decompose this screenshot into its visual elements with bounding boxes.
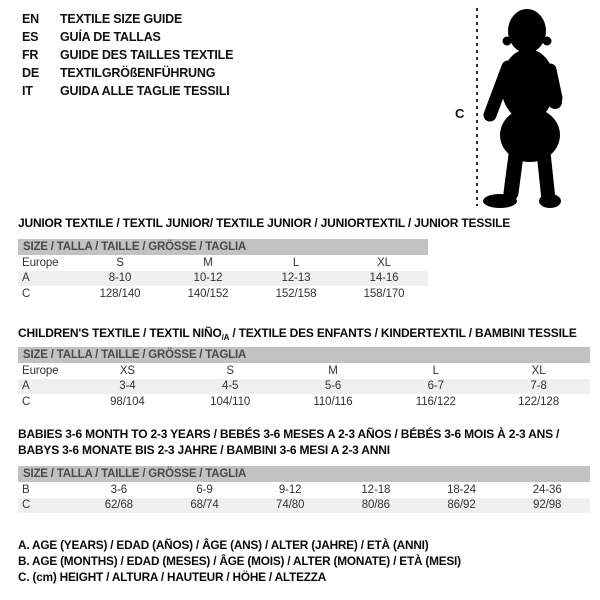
size-cell: 68/74 — [190, 499, 219, 512]
size-header-bar: SIZE / TALLA / TAILLE / GRÖSSE / TAGLIA — [18, 239, 428, 255]
table-row — [18, 394, 590, 410]
legend-line-age-years: A. AGE (YEARS) / EDAD (AÑOS) / ÂGE (ANS) / ALTER (JAHRE) / ETÀ (ANNI) — [18, 538, 429, 552]
size-cell: XS — [119, 364, 135, 377]
table-title-text: CHILDREN'S TEXTILE / TEXTIL NIÑO — [18, 326, 222, 340]
row-label: B — [22, 483, 30, 496]
language-title-block — [22, 10, 233, 100]
size-cell: 104/110 — [210, 395, 251, 408]
size-cell: 110/116 — [313, 395, 353, 408]
language-title: GUIDA ALLE TAGLIE TESSILI — [60, 84, 230, 98]
row-label: C — [22, 499, 31, 512]
size-cell: L — [292, 256, 300, 269]
row-label: A — [22, 380, 30, 393]
table-row — [18, 255, 428, 271]
table-title-text: /A — [221, 333, 230, 342]
size-cell: XL — [377, 256, 391, 269]
table-title-line — [18, 325, 577, 346]
size-cell: S — [226, 364, 234, 377]
size-cell: 122/128 — [518, 395, 560, 408]
measure-legend — [18, 537, 461, 586]
size-cell: 4-5 — [222, 380, 239, 393]
size-cell: 116/122 — [415, 395, 456, 408]
baby-silhouette-image — [478, 5, 578, 210]
size-cell: 3-6 — [110, 483, 127, 496]
language-code: EN — [22, 12, 39, 26]
size-cell: 86/92 — [447, 499, 476, 512]
row-label: C — [22, 395, 31, 408]
size-cell: 152/158 — [275, 287, 317, 300]
language-code: FR — [22, 48, 39, 62]
size-cell: 158/170 — [363, 287, 405, 300]
size-cell: 74/80 — [276, 499, 305, 512]
table-title-text: JUNIOR TEXTILE / TEXTIL JUNIOR/ TEXTILE JUNIOR / JUNIORTEXTIL / JUNIOR TESSILE — [18, 216, 511, 230]
size-cell: 98/104 — [110, 395, 145, 408]
size-cell: 62/68 — [104, 499, 133, 512]
size-cell: S — [116, 256, 124, 269]
language-row — [22, 82, 233, 100]
table-row — [18, 379, 590, 395]
size-cell: 128/140 — [99, 287, 141, 300]
size-cell: 5-6 — [324, 380, 342, 393]
babies-size-table — [18, 466, 590, 513]
size-cell: L — [432, 364, 439, 377]
language-row — [22, 64, 233, 82]
size-cell: 6-7 — [427, 380, 444, 393]
size-header-bar: SIZE / TALLA / TAILLE / GRÖSSE / TAGLIA — [18, 466, 590, 482]
size-cell: 8-10 — [108, 272, 132, 285]
size-cell: 80/86 — [361, 499, 390, 512]
size-cell: 92/98 — [533, 499, 562, 512]
table-title-text: / TEXTILE DES ENFANTS / KINDERTEXTIL / BAMBINI TESSILE — [229, 326, 577, 340]
table-row — [18, 286, 428, 302]
children-table-title — [18, 325, 577, 346]
row-label: A — [22, 272, 30, 285]
legend-line-height: C. (cm) HEIGHT / ALTURA / HAUTEUR / HÖHE / ALTEZZA — [18, 570, 327, 585]
language-code: IT — [22, 84, 33, 98]
table-title-line — [18, 426, 559, 442]
size-cell: 12-13 — [281, 272, 311, 285]
language-title: GUIDE DES TAILLES TEXTILE — [60, 48, 234, 62]
height-measure-label: C — [455, 106, 465, 121]
size-cell: 6-9 — [196, 483, 213, 496]
size-cell: M — [203, 256, 213, 269]
size-cell: 14-16 — [369, 272, 399, 285]
table-title-text: BABIES 3-6 MONTH TO 2-3 YEARS / BEBÉS 3-6 MESES A 2-3 AÑOS / BÉBÉS 3-6 MOIS À 2-3 ANS / — [18, 427, 560, 441]
size-cell: 7-8 — [530, 380, 547, 393]
size-cell: 18-24 — [447, 483, 476, 496]
babies-table-title — [18, 426, 559, 458]
row-label: Europe — [22, 256, 59, 269]
junior-table-title — [18, 215, 510, 231]
size-cell: XL — [531, 364, 546, 377]
table-row — [18, 498, 590, 514]
size-cell: 140/152 — [187, 287, 229, 300]
size-cell: 10-12 — [193, 272, 223, 285]
junior-size-table — [18, 239, 428, 302]
table-title-line — [18, 215, 510, 231]
table-row — [18, 271, 428, 287]
language-title: TEXTILE SIZE GUIDE — [60, 12, 183, 26]
size-cell: 9-12 — [278, 483, 302, 496]
size-cell: M — [328, 364, 338, 377]
size-cell: 24-36 — [532, 483, 562, 496]
language-code: DE — [22, 66, 39, 80]
row-label: Europe — [22, 364, 59, 377]
legend-line-age-months: B. AGE (MONTHS) / EDAD (MESES) / ÂGE (MOIS) / ALTER (MONATE) / ETÀ (MESI) — [18, 554, 461, 569]
language-title: TEXTILGRÖßENFÜHRUNG — [60, 66, 216, 80]
language-row — [22, 10, 233, 28]
table-row — [18, 363, 590, 379]
table-title-line — [18, 442, 559, 458]
language-row — [22, 28, 233, 46]
language-title: GUÍA DE TALLAS — [60, 30, 161, 44]
language-row — [22, 46, 233, 64]
size-cell: 3-4 — [119, 380, 136, 393]
language-code: ES — [22, 30, 39, 44]
children-size-table — [18, 347, 590, 410]
row-label: C — [22, 287, 31, 300]
table-title-text: BABYS 3-6 MONATE BIS 2-3 JAHRE / BAMBINI 3-6 MESI A 2-3 ANNI — [18, 443, 390, 457]
size-header-bar: SIZE / TALLA / TAILLE / GRÖSSE / TAGLIA — [18, 347, 590, 363]
size-cell: 12-18 — [361, 483, 391, 496]
table-row — [18, 482, 590, 498]
